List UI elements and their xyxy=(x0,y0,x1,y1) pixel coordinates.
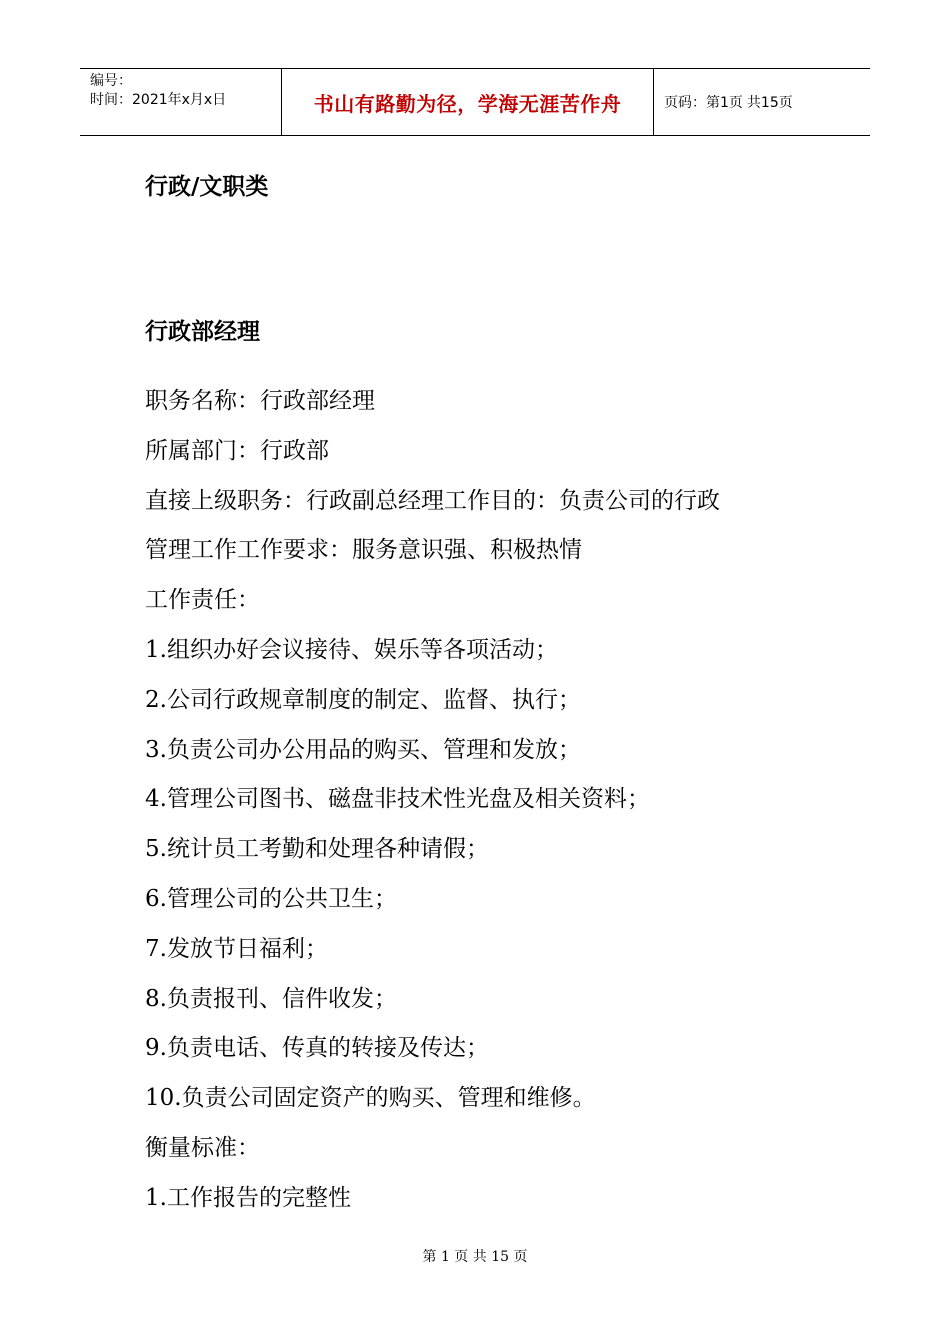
body-line: 工作责任： xyxy=(145,587,260,614)
document-body xyxy=(145,382,845,1229)
document-header xyxy=(80,68,870,136)
body-line: 职务名称：行政部经理 xyxy=(145,388,375,414)
body-line: 2.公司行政规章制度的制定、监督、执行； xyxy=(145,686,581,713)
page-footer: 第 1 页 共 15 页 xyxy=(422,1249,528,1265)
body-line: 8.负责报刊、信件收发； xyxy=(145,985,397,1012)
body-line: 5.统计员工考勤和处理各种请假； xyxy=(145,836,489,863)
header-time: 时间：2021年x月x日 xyxy=(90,92,227,108)
header-page-number: 页码：第1页 xyxy=(664,95,743,111)
body-line: 所属部门：行政部 xyxy=(145,437,329,464)
job-title-heading: 行政部经理 xyxy=(145,319,260,345)
body-line: 7.发放节日福利； xyxy=(145,935,328,962)
body-line: 6.管理公司的公共卫生； xyxy=(145,885,397,912)
header-meta xyxy=(80,69,282,135)
header-page-total: 共15页 xyxy=(746,95,793,111)
body-line: 管理工作工作要求：服务意识强、积极热情 xyxy=(145,537,582,564)
header-number: 编号： xyxy=(90,73,132,89)
body-line: 直接上级职务：行政副总经理工作目的：负责公司的行政 xyxy=(145,487,720,514)
body-line: 1.组织办好会议接待、娱乐等各项活动； xyxy=(145,636,558,663)
body-line: 衡量标准： xyxy=(145,1134,260,1161)
body-line: 1.工作报告的完整性 xyxy=(145,1184,351,1211)
category-heading: 行政/文职类 xyxy=(145,174,269,200)
header-page-info xyxy=(654,69,870,135)
body-line: 4.管理公司图书、磁盘非技术性光盘及相关资料； xyxy=(145,786,650,813)
body-line: 9.负责电话、传真的转接及传达； xyxy=(145,1035,489,1062)
body-line: 3.负责公司办公用品的购买、管理和发放； xyxy=(145,736,581,763)
body-line: 10.负责公司固定资产的购买、管理和维修。 xyxy=(145,1085,596,1112)
header-motto: 书山有路勤为径，学海无涯苦作舟 xyxy=(282,69,654,135)
